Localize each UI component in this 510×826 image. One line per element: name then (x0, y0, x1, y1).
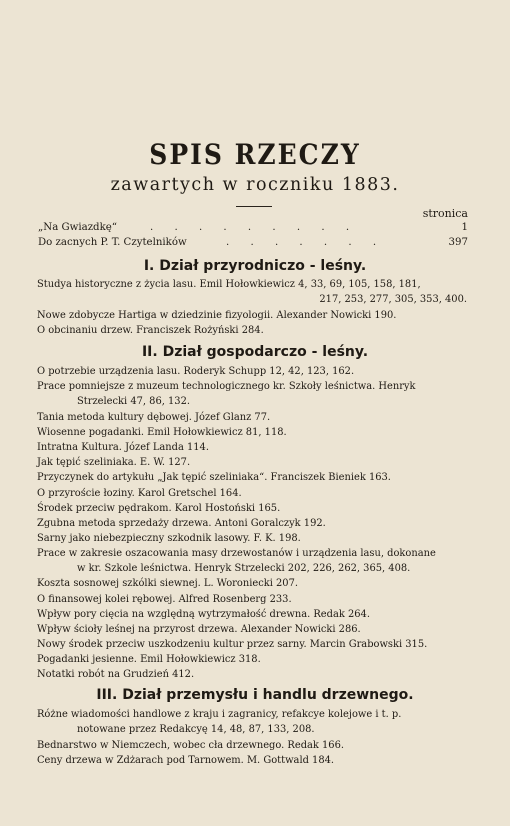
section-heading: I. Dział przyrodniczo - leśny. (143, 258, 367, 274)
toc-line: O przyroście łoziny. Karol Gretschel 164. (37, 488, 242, 499)
toc-line: Wiosenne pogadanki. Emil Hołowkiewicz 81, 118. (37, 427, 287, 438)
page-subtitle: zawartych w roczniku 1883. (110, 175, 400, 195)
entry-page: 397 (448, 237, 468, 248)
toc-line: Środek przeciw pędrakom. Karol Hostoński 165. (37, 503, 281, 514)
toc-line: Tania metoda kultury dębowej. Józef Glanz 77. (37, 412, 271, 423)
toc-line: O finansowej kolei rębowej. Alfred Rosenberg 233. (37, 594, 292, 605)
entry-page: 1 (461, 222, 468, 233)
front-entry (38, 221, 468, 235)
toc-line: O obcinaniu drzew. Franciszek Rożyński 284. (37, 325, 264, 336)
toc-line: Zgubna metoda sprzedaży drzewa. Antoni Goralczyk 192. (37, 518, 326, 529)
toc-line: Prace pomniejsze z muzeum technologicznego kr. Szkoły leśnictwa. Henryk (37, 381, 416, 392)
toc-line: Studya historyczne z życia lasu. Emil Hołowkiewicz 4, 33, 69, 105, 158, 181, (37, 279, 421, 290)
toc-line: Wpływ pory cięcia na względną wytrzymałość drewna. Redak 264. (37, 609, 370, 620)
entry-label: „Na Gwiazdkę“ (38, 222, 117, 233)
toc-line: Intratna Kultura. Józef Landa 114. (37, 442, 209, 453)
front-entry (38, 236, 468, 250)
toc-line: Pogadanki jesienne. Emil Hołowkiewicz 318. (37, 654, 261, 665)
toc-line: Jak tępić szeliniaka. E. W. 127. (37, 457, 191, 468)
toc-line: Przyczynek do artykułu „Jak tępić szeliniaka“. Franciszek Bieniek 163. (37, 472, 391, 483)
toc-line: Wpływ ścioły leśnej na przyrost drzewa. Alexander Nowicki 286. (37, 624, 361, 635)
toc-line: 217, 253, 277, 305, 353, 400. (319, 294, 467, 305)
toc-line: Sarny jako niebezpieczny szkodnik lasowy. F. K. 198. (37, 533, 301, 544)
entry-label: Do zacnych P. T. Czytelników (38, 237, 187, 248)
toc-line: O potrzebie urządzenia lasu. Roderyk Schupp 12, 42, 123, 162. (37, 366, 355, 377)
toc-line: Strzelecki 47, 86, 132. (77, 396, 190, 407)
page-title: SPIS RZECZY (149, 138, 361, 171)
leader-dots: . . . . . . . . . (150, 222, 359, 233)
toc-line: Ceny drzewa w Zdżarach pod Tarnowem. M. Gottwald 184. (37, 755, 335, 766)
toc-line: Nowe zdobycze Hartiga w dziedzinie fizyologii. Alexander Nowicki 190. (37, 310, 397, 321)
title-divider (236, 206, 272, 207)
section-heading: III. Dział przemysłu i handlu drzewnego. (96, 687, 414, 703)
toc-line: Koszta sosnowej szkólki siewnej. L. Woroniecki 207. (37, 578, 298, 589)
page-column-header: stronica (422, 207, 468, 220)
toc-line: Prace w zakresie oszacowania masy drzewostanów i urządzenia lasu, dokonane (37, 548, 436, 559)
toc-line: Notatki robót na Grudzień 412. (37, 669, 195, 680)
leader-dots: . . . . . . . (226, 237, 386, 248)
toc-line: w kr. Szkole leśnictwa. Henryk Strzelecki 202, 226, 262, 365, 408. (77, 563, 411, 574)
toc-line: Różne wiadomości handlowe z kraju i zagranicy, refakcye kolejowe i t. p. (37, 709, 402, 720)
toc-line: Bednarstwo w Niemczech, wobec cła drzewnego. Redak 166. (37, 740, 345, 751)
toc-line: notowane przez Redakcyę 14, 48, 87, 133, 208. (77, 724, 315, 735)
section-heading: II. Dział gospodarczo - leśny. (141, 344, 369, 360)
toc-line: Nowy środek przeciw uszkodzeniu kultur przez sarny. Marcin Grabowski 315. (37, 639, 428, 650)
